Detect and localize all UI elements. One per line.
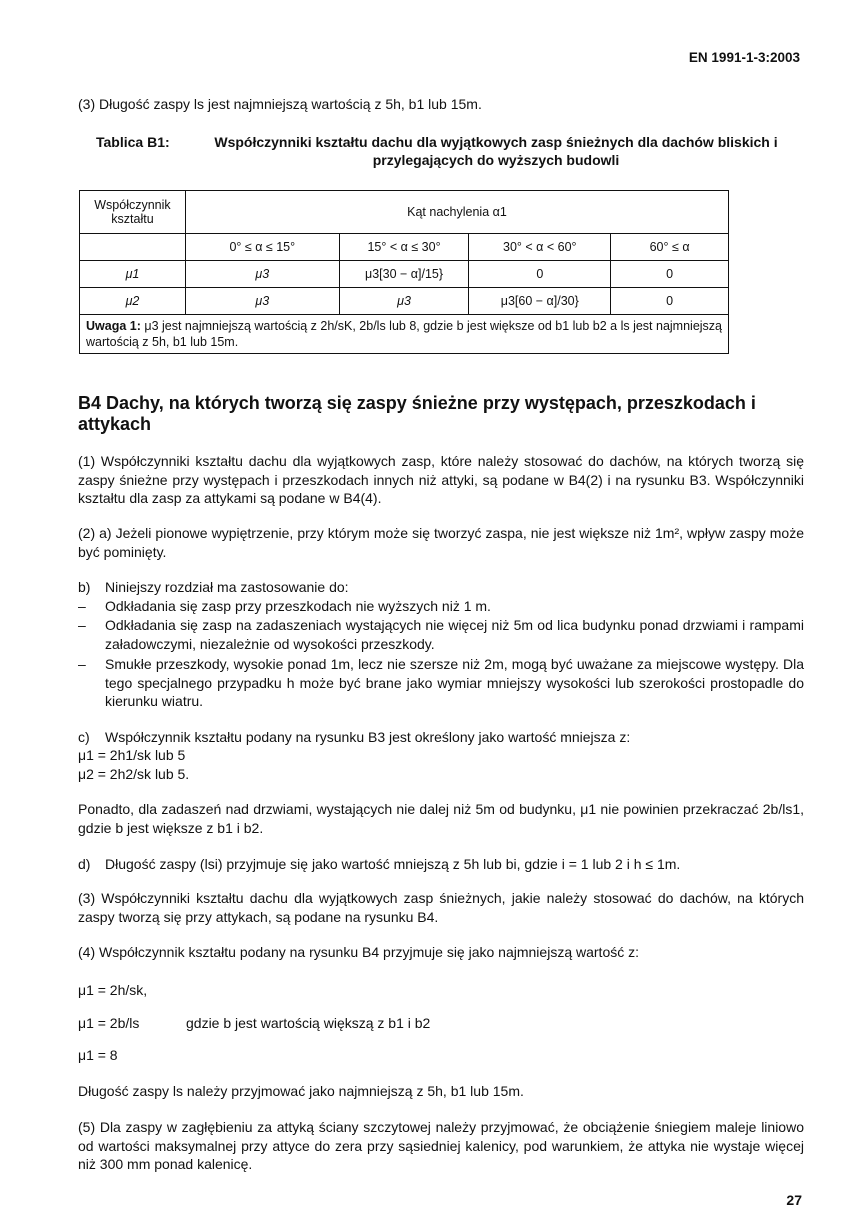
list-marker: b)	[78, 579, 91, 595]
range-cell: 15° < α ≤ 30°	[339, 234, 469, 261]
equation-a: μ1 = 2h/sk,	[78, 982, 148, 998]
page-number: 27	[786, 1192, 802, 1208]
equation-b: μ1 = 2b/ls	[78, 1015, 140, 1031]
coef-cell: μ1	[80, 261, 186, 288]
table-cell: μ3[60 − α]/30}	[469, 288, 611, 315]
bullet-text: Smukłe przeszkody, wysokie ponad 1m, lecz nie szersze niż 2m, mogą być uważane za miejscowe występy. Dla tego specjalnego przypadku h może być brane jako wymiar mniejszy wysokości lub szerokości prostopadle do kierunku wiatru.	[105, 656, 804, 709]
list-item-c	[78, 728, 804, 747]
paragraph-ponadto: Ponadto, dla zadaszeń nad drzwiami, wystających nie dalej niż 5m od budynku, μ1 nie powinien przekraczać 2b/ls1, gdzie b jest większe z b1 i b2.	[78, 801, 804, 836]
col-header-coef: Współczynnik kształtu	[80, 191, 186, 234]
equation-mu1: μ1 = 2h1/sk lub 5	[78, 747, 186, 763]
list-text: Długość zaspy (lsi) przyjmuje się jako wartość mniejszą z 5h lub bi, gdzie i = 1 lub 2 i h ≤ 1m.	[105, 856, 681, 872]
table-row	[80, 261, 729, 288]
table-cell: 0	[611, 288, 729, 315]
paragraph-2a: (2) a) Jeżeli pionowe wypiętrzenie, przy którym może się tworzyć zaspa, nie jest większe niż 1m², wpływ zaspy może być pominięty.	[78, 525, 804, 560]
table-row	[80, 234, 729, 261]
bullet-text: Odkładania się zasp przy przeszkodach nie wyższych niż 1 m.	[105, 598, 491, 614]
dash-marker: –	[78, 598, 86, 614]
bullet-text: Odkładania się zasp na zadaszeniach wystających nie więcej niż 5m od lica budynku ponad drzwiami i rampami załadowczymi, niezależnie od wysokości przeszkody.	[105, 617, 804, 652]
paragraph-length: Długość zaspy ls należy przyjmować jako najmniejszą z 5h, b1 lub 15m.	[78, 1083, 524, 1099]
coef-cell: μ2	[80, 288, 186, 315]
list-item-d	[78, 855, 804, 874]
equation-c: μ1 = 8	[78, 1047, 118, 1063]
list-marker: d)	[78, 856, 91, 872]
dash-marker: –	[78, 617, 86, 633]
table-title: Współczynniki kształtu dachu dla wyjątkowych zasp śnieżnych dla dachów bliskich i przylegających do wyższych budowli	[214, 134, 778, 168]
table-cell: μ3	[185, 261, 339, 288]
table-cell: μ3	[185, 288, 339, 315]
standard-header: EN 1991-1-3:2003	[688, 50, 800, 65]
section-title: B4 Dachy, na których tworzą się zaspy śnieżne przy występach, przeszkodach i attykach	[78, 393, 756, 434]
paragraph-3: (3) Współczynniki kształtu dachu dla wyjątkowych zasp śnieżnych, jakie należy stosować do dachów, na których zaspy tworzą się przy attykach, są podane na rysunku B4.	[78, 890, 804, 925]
table-cell: 0	[611, 261, 729, 288]
intro-line: (3) Długość zaspy ls jest najmniejszą wartością z 5h, b1 lub 15m.	[78, 96, 482, 112]
note-label: Uwaga 1:	[86, 319, 141, 333]
col-header-angle: Kąt nachylenia α1	[185, 191, 728, 234]
paragraph-4: (4) Współczynnik kształtu podany na rysunku B4 przyjmuje się jako najmniejszą wartość z:	[78, 944, 640, 960]
range-cell: 30° < α < 60°	[469, 234, 611, 261]
table-note	[80, 315, 729, 354]
range-cell: 60° ≤ α	[611, 234, 729, 261]
bullet-item	[78, 597, 804, 616]
table-cell: 0	[469, 261, 611, 288]
equation-mu2: μ2 = 2h2/sk lub 5.	[78, 766, 190, 782]
table-label: Tablica B1:	[96, 134, 170, 150]
equation-b-note: gdzie b jest wartością większą z b1 i b2	[186, 1015, 431, 1031]
paragraph-5: (5) Dla zaspy w zagłębieniu za attyką ściany szczytowej należy przyjmować, że obciążenie śniegiem maleje liniowo od wartości maksymalnej przy attyce do zera przy sąsiedniej kalenicy, pod warunkiem, że attyka nie wystaje więcej niż 300 mm ponad kalenicę.	[78, 1119, 804, 1172]
table-cell	[80, 234, 186, 261]
table-cell: μ3[30 − α]/15}	[339, 261, 469, 288]
range-cell: 0° ≤ α ≤ 15°	[185, 234, 339, 261]
note-text: μ3 jest najmniejszą wartością z 2h/sK, 2b/ls lub 8, gdzie b jest większe od b1 lub b2 a ls jest najmniejszą wartością z 5h, b1 lub 15m.	[86, 319, 723, 349]
bullet-item	[78, 616, 804, 653]
list-text: Współczynnik kształtu podany na rysunku B3 jest określony jako wartość mniejsza z:	[105, 729, 631, 745]
paragraph-1: (1) Współczynniki kształtu dachu dla wyjątkowych zasp, które należy stosować do dachów, na których tworzą się zaspy śnieżne przy występach i przeszkodach innych niż attyki, są podane w B4(2) i na rysunku B3. Współczynniki kształtu dla zasp za attykami są podane w B4(4).	[78, 453, 804, 506]
shape-coefficient-table	[79, 190, 729, 354]
dash-marker: –	[78, 656, 86, 672]
table-cell: μ3	[339, 288, 469, 315]
list-item-b	[78, 578, 804, 597]
list-marker: c)	[78, 729, 90, 745]
list-text: Niniejszy rozdział ma zastosowanie do:	[105, 579, 349, 595]
table-row	[80, 288, 729, 315]
bullet-item	[78, 655, 804, 711]
